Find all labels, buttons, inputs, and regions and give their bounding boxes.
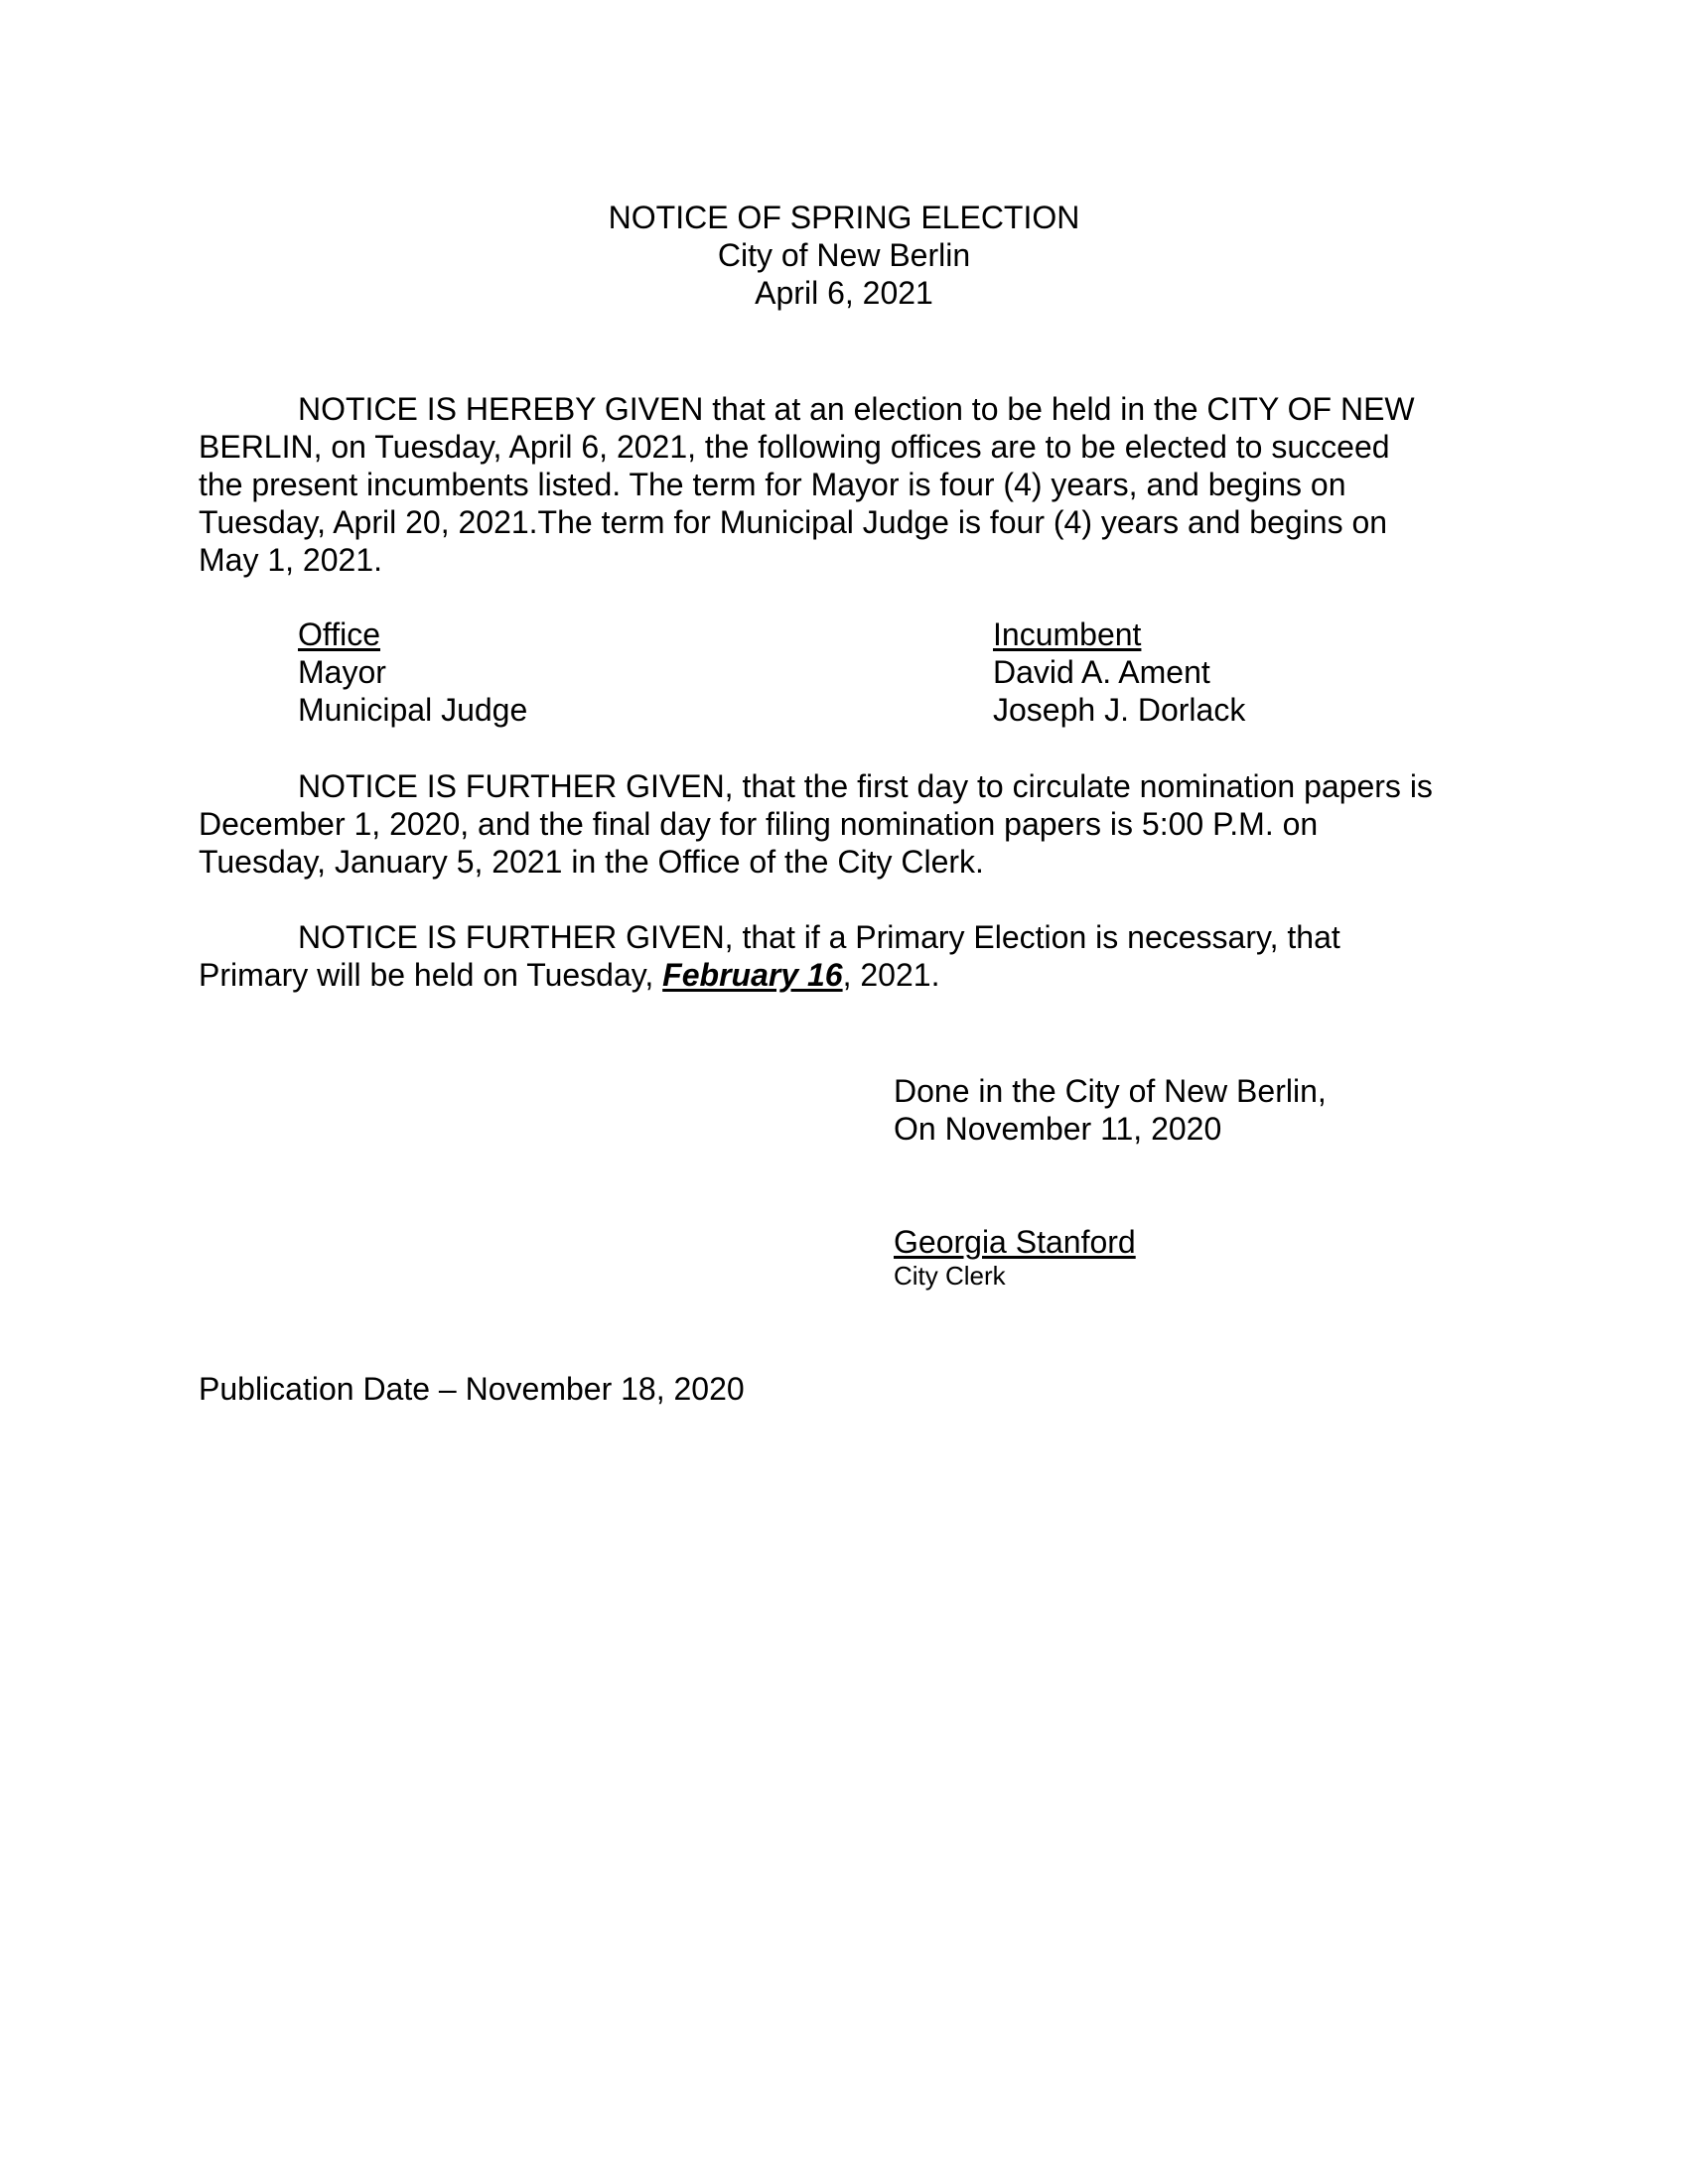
closing-block bbox=[894, 1072, 1327, 1148]
paragraph-line: NOTICE IS FURTHER GIVEN, that the first day to circulate nomination papers is bbox=[298, 768, 1433, 804]
signature-block bbox=[894, 1223, 1136, 1291]
office-column-header: Office bbox=[298, 616, 380, 652]
paragraph-line: NOTICE IS HEREBY GIVEN that at an election to be held in the CITY OF NEW bbox=[298, 391, 1415, 427]
paragraph-line: December 1, 2020, and the final day for filing nomination papers is 5:00 P.M. on bbox=[199, 806, 1319, 842]
primary-text-after: , 2021. bbox=[842, 957, 940, 993]
paragraph-line bbox=[199, 956, 1489, 994]
office-cell: Municipal Judge bbox=[298, 692, 528, 728]
paragraph-line: Tuesday, January 5, 2021 in the Office of the City Clerk. bbox=[199, 844, 984, 880]
paragraph-line: May 1, 2021. bbox=[199, 542, 382, 578]
paragraph-line: the present incumbents listed. The term for Mayor is four (4) years, and begins on bbox=[199, 467, 1346, 502]
primary-text-before: Primary will be held on Tuesday, bbox=[199, 957, 663, 993]
election-date: April 6, 2021 bbox=[755, 275, 933, 311]
closing-date: On November 11, 2020 bbox=[894, 1111, 1222, 1147]
signatory-name: Georgia Stanford bbox=[894, 1224, 1136, 1260]
incumbent-cell: David A. Ament bbox=[993, 654, 1210, 690]
notice-paragraph-1 bbox=[199, 390, 1489, 579]
office-column bbox=[298, 615, 527, 729]
paragraph-line: BERLIN, on Tuesday, April 6, 2021, the following offices are to be elected to succeed bbox=[199, 429, 1390, 465]
notice-paragraph-2 bbox=[199, 767, 1489, 881]
primary-date-emphasis: February 16 bbox=[662, 957, 843, 993]
closing-line: Done in the City of New Berlin, bbox=[894, 1073, 1327, 1109]
signatory-title: City Clerk bbox=[894, 1261, 1006, 1291]
municipality-name: City of New Berlin bbox=[717, 237, 971, 273]
office-cell: Mayor bbox=[298, 654, 386, 690]
incumbent-cell: Joseph J. Dorlack bbox=[993, 692, 1246, 728]
incumbent-column-header: Incumbent bbox=[993, 616, 1142, 652]
paragraph-line: NOTICE IS FURTHER GIVEN, that if a Primary Election is necessary, that bbox=[298, 919, 1340, 955]
notice-paragraph-3 bbox=[199, 918, 1489, 994]
incumbent-column bbox=[993, 615, 1245, 729]
publication-date: Publication Date – November 18, 2020 bbox=[199, 1371, 745, 1407]
paragraph-line: Tuesday, April 20, 2021.The term for Municipal Judge is four (4) years and begins on bbox=[199, 504, 1388, 540]
notice-title: NOTICE OF SPRING ELECTION bbox=[608, 200, 1080, 235]
notice-header bbox=[0, 199, 1688, 312]
